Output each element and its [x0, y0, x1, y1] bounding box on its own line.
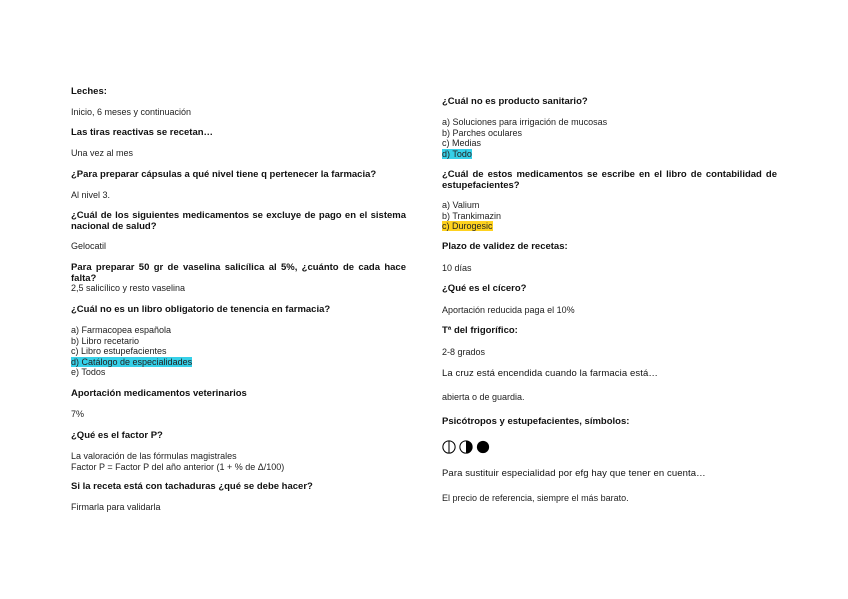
circle-vertical-line-icon	[442, 440, 456, 454]
option-a: a) Soluciones para irrigación de mucosas	[442, 117, 608, 127]
half-filled-circle-icon	[459, 440, 473, 454]
answer-cruz: abierta o de guardia.	[442, 392, 525, 402]
factor-p-description: La valoración de las fórmulas magistrales	[71, 451, 237, 461]
answer-leches: Inicio, 6 meses y continuación	[71, 107, 192, 117]
question-leches: Leches:	[71, 86, 107, 97]
question-plazo-validez: Plazo de validez de recetas:	[442, 241, 568, 252]
symbols-row	[442, 440, 490, 454]
answer-excluye-pago: Gelocatil	[71, 241, 107, 251]
option-c-highlighted: c) Durogesic	[442, 221, 493, 231]
option-d-highlighted: d) Catálogo de especialidades	[71, 356, 193, 367]
options-libro-obligatorio	[71, 325, 406, 378]
answer-tiras-reactivas: Una vez al mes	[71, 148, 134, 158]
answer-capsulas: Al nivel 3.	[71, 190, 111, 200]
option-a: a) Farmacopea española	[71, 325, 172, 335]
options-estupefacientes-libro	[442, 200, 777, 232]
question-vaselina: Para preparar 50 gr de vaselina salicílica al 5%, ¿cuánto de cada hace falta?	[71, 262, 406, 284]
answer-factor-p	[71, 451, 406, 472]
option-e: e) Todos	[71, 367, 106, 377]
question-simbolos: Psicótropos y estupefacientes, símbolos:	[442, 416, 630, 427]
question-cruz: La cruz está encendida cuando la farmacia está…	[442, 368, 658, 379]
answer-sustituir-efg: El precio de referencia, siempre el más barato.	[442, 493, 629, 503]
question-tiras-reactivas: Las tiras reactivas se recetan…	[71, 127, 214, 138]
question-frigorifico: Tª del frigorífico:	[442, 325, 518, 336]
question-sustituir-efg: Para sustituir especialidad por efg hay que tener en cuenta…	[442, 468, 706, 479]
option-d-highlighted: d) Todo	[442, 148, 472, 159]
question-estupefacientes-libro: ¿Cuál de estos medicamentos se escribe en el libro de contabilidad de estupefacientes?	[442, 169, 777, 191]
filled-circle-icon	[476, 440, 490, 454]
question-veterinarios: Aportación medicamentos veterinarios	[71, 388, 247, 399]
option-b: b) Parches oculares	[442, 127, 523, 138]
question-cicero: ¿Qué es el cícero?	[442, 283, 527, 294]
answer-tachaduras: Firmarla para validarla	[71, 502, 161, 512]
option-b: b) Trankimazin	[442, 210, 502, 221]
question-tachaduras: Si la receta está con tachaduras ¿qué se debe hacer?	[71, 481, 313, 492]
answer-veterinarios: 7%	[71, 409, 85, 419]
factor-p-formula: Factor P = Factor P del año anterior (1 + % de Δ/100)	[71, 461, 285, 472]
question-factor-p: ¿Qué es el factor P?	[71, 430, 163, 441]
option-c: c) Libro estupefacientes	[71, 346, 167, 356]
option-a: a) Valium	[442, 200, 480, 210]
option-b: b) Libro recetario	[71, 335, 140, 346]
answer-vaselina: 2,5 salicílico y resto vaselina	[71, 283, 186, 293]
answer-cicero: Aportación reducida paga el 10%	[442, 305, 575, 315]
question-producto-sanitario: ¿Cuál no es producto sanitario?	[442, 96, 588, 107]
option-c: c) Medias	[442, 138, 482, 148]
answer-plazo-validez: 10 días	[442, 263, 472, 273]
answer-frigorifico: 2-8 grados	[442, 347, 486, 357]
question-excluye-pago: ¿Cuál de los siguientes medicamentos se excluye de pago en el sistema nacional de salud?	[71, 210, 406, 232]
options-producto-sanitario	[442, 117, 777, 159]
question-capsulas: ¿Para preparar cápsulas a qué nivel tiene q pertenecer la farmacia?	[71, 169, 377, 180]
question-libro-obligatorio: ¿Cuál no es un libro obligatorio de tenencia en farmacia?	[71, 304, 331, 315]
